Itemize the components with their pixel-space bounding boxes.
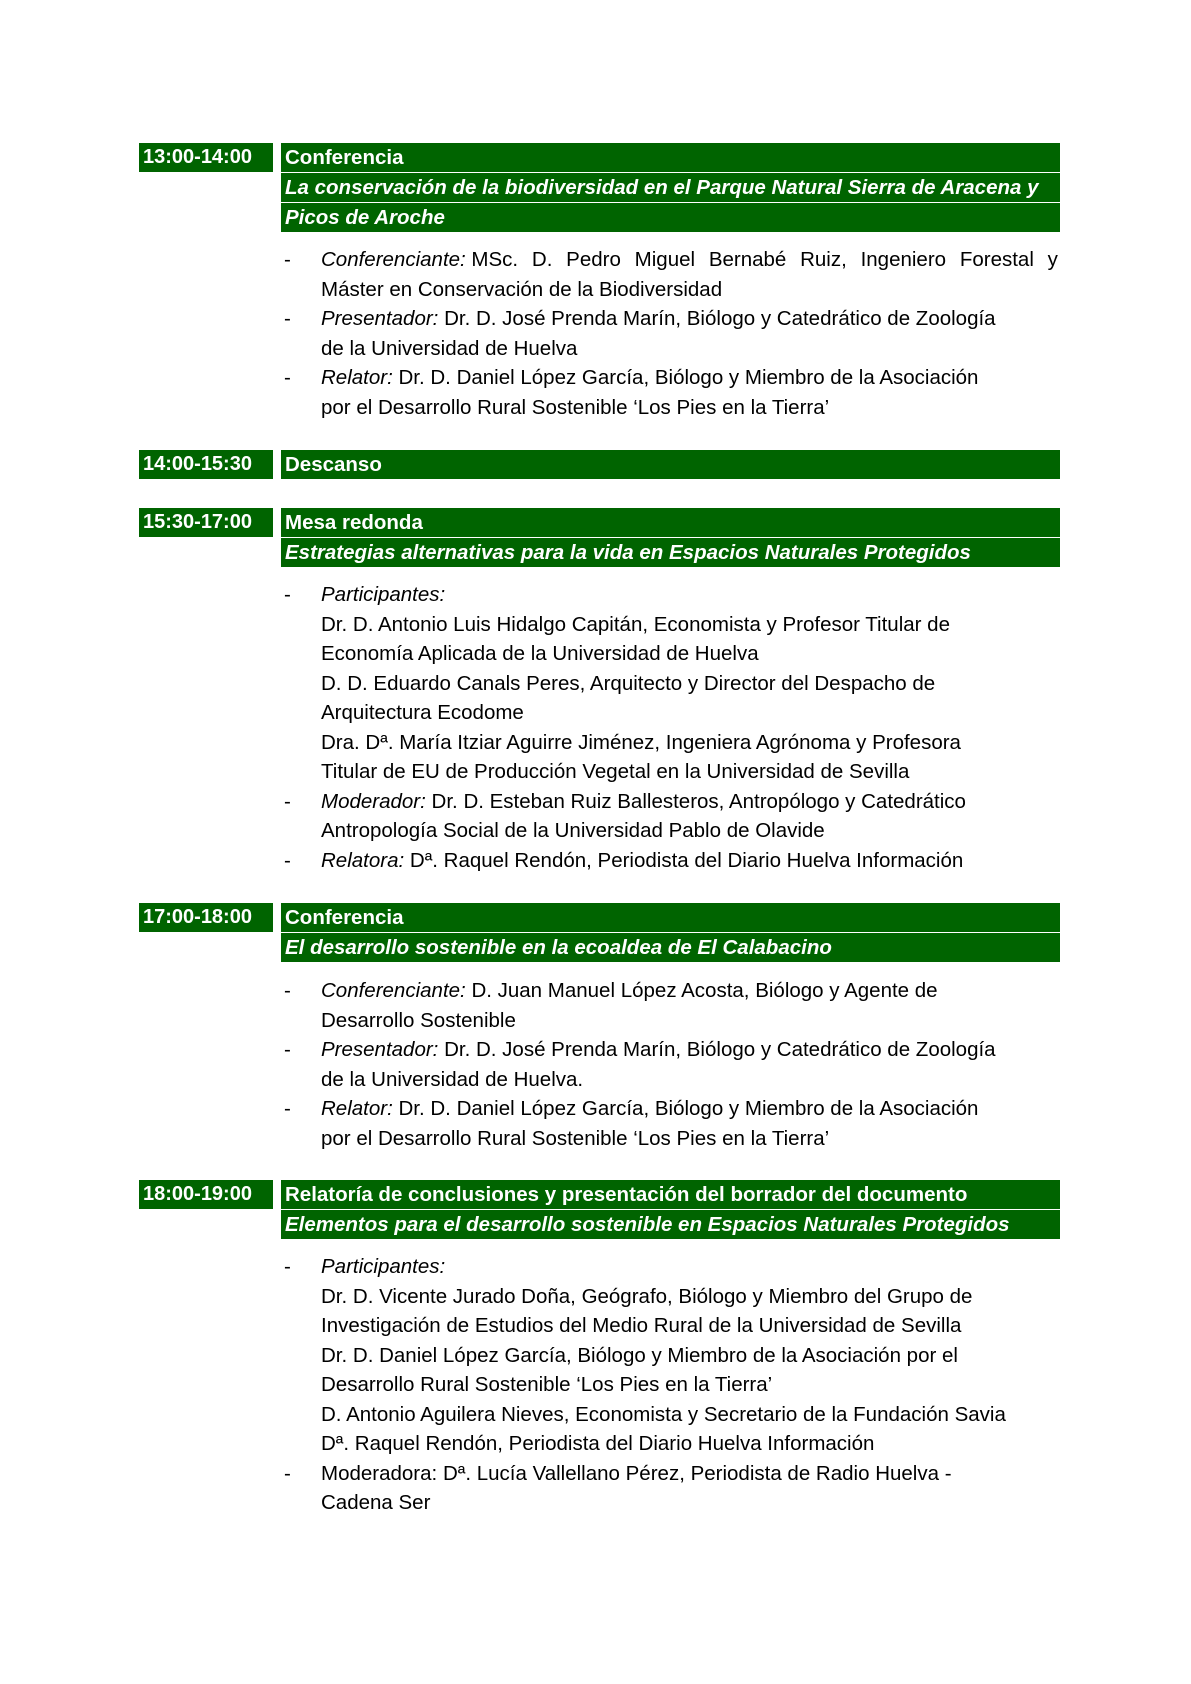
list-item: [284, 1252, 1058, 1459]
item-line: Dª. Raquel Rendón, Periodista del Diario Huelva Información: [321, 1432, 875, 1455]
item-role: Relator:: [321, 366, 393, 389]
session-time: 15:30-17:00: [139, 508, 273, 537]
item-line: Dr. D. Vicente Jurado Doña, Geógrafo, Biólogo y Miembro del Grupo de: [321, 1284, 973, 1308]
list-item: [284, 580, 1058, 787]
session-header: [139, 1180, 1060, 1239]
list-item: [284, 787, 1058, 846]
item-line: Investigación de Estudios del Medio Rural de la Universidad de Sevilla: [321, 1314, 962, 1337]
item-role: Relator:: [321, 1097, 393, 1120]
item-line: Dª. Lucía Vallellano Pérez, Periodista de Radio Huelva -: [442, 1461, 952, 1485]
item-line: Dr. D. Daniel López García, Biólogo y Miembro de la Asociación: [398, 1097, 979, 1120]
list-bullet: -: [284, 1461, 291, 1485]
item-line: Titular de EU de Producción Vegetal en la Universidad de Sevilla: [321, 760, 910, 783]
item-line: Dr. D. Daniel López García, Biólogo y Miembro de la Asociación por el: [321, 1343, 958, 1367]
item-role: Relatora:: [321, 848, 405, 872]
session-time: 18:00-19:00: [139, 1180, 273, 1209]
list-item: [284, 846, 1058, 876]
item-role: Moderador:: [321, 789, 426, 813]
list-item: [284, 1094, 1058, 1153]
item-role: Presentador:: [321, 1038, 439, 1061]
session-items: [284, 580, 1058, 875]
item-line: Desarrollo Sostenible: [321, 1008, 516, 1032]
item-line: Dra. Dª. María Itziar Aguirre Jiménez, Ingeniera Agrónoma y Profesora: [321, 730, 961, 754]
item-role: Presentador:: [321, 307, 439, 330]
list-bullet: -: [284, 1097, 291, 1120]
session-subtitle: La conservación de la biodiversidad en el Parque Natural Sierra de Aracena y: [281, 173, 1060, 202]
item-line: Dr. D. José Prenda Marín, Biólogo y Catedrático de Zoología: [444, 1038, 996, 1061]
item-line: de la Universidad de Huelva.: [321, 1067, 584, 1091]
item-line: Dr. D. Esteban Ruiz Ballesteros, Antropólogo y Catedrático: [431, 789, 966, 813]
session-title: Conferencia: [281, 143, 1060, 172]
item-line: D. Juan Manuel López Acosta, Biólogo y Agente de: [471, 979, 938, 1002]
list-bullet: -: [284, 848, 291, 872]
item-role: Moderadora:: [321, 1461, 438, 1485]
item-line: por el Desarrollo Rural Sostenible ‘Los Pies en la Tierra’: [321, 1126, 830, 1150]
list-bullet: -: [284, 1038, 291, 1061]
session-items: [284, 1252, 1058, 1518]
list-item: [284, 363, 1058, 422]
session-header: [139, 143, 1060, 232]
session-header: [139, 508, 1060, 567]
list-item: [284, 304, 1058, 363]
item-line: Dr. D. Antonio Luis Hidalgo Capitán, Economista y Profesor Titular de: [321, 612, 950, 636]
item-line: Cadena Ser: [321, 1491, 431, 1514]
item-role: Conferenciante:: [321, 979, 466, 1002]
item-line: por el Desarrollo Rural Sostenible ‘Los Pies en la Tierra’: [321, 395, 830, 419]
item-line: Dª. Raquel Rendón, Periodista del Diario Huelva Información: [409, 848, 964, 872]
session-subtitle: El desarrollo sostenible en la ecoaldea de El Calabacino: [281, 933, 1060, 962]
session-header: [139, 450, 1060, 479]
list-item: - Conferenciante: MSc. D. Pedro Miguel Bernabé Ruiz, Ingeniero Forestal y Máster en Conservación de la Biodiversidad: [284, 245, 1058, 304]
item-line: Dr. D. Daniel López García, Biólogo y Miembro de la Asociación: [398, 366, 979, 389]
list-item: [284, 976, 1058, 1035]
list-bullet: -: [284, 583, 291, 606]
session-header: [139, 903, 1060, 962]
item-line: de la Universidad de Huelva: [321, 336, 578, 360]
item-line: Antropología Social de la Universidad Pablo de Olavide: [321, 819, 825, 842]
session-time: 13:00-14:00: [139, 143, 273, 172]
item-line: D. D. Eduardo Canals Peres, Arquitecto y Director del Despacho de: [321, 671, 936, 695]
session-title: Relatoría de conclusiones y presentación del borrador del documento: [281, 1180, 1060, 1209]
item-line: D. Antonio Aguilera Nieves, Economista y Secretario de la Fundación Savia: [321, 1402, 1006, 1426]
session-items: [284, 245, 1058, 422]
session-title: Mesa redonda: [281, 508, 1060, 537]
list-bullet: -: [284, 1255, 291, 1278]
list-bullet: -: [284, 789, 291, 813]
session-time: 17:00-18:00: [139, 903, 273, 932]
item-role: Participantes:: [321, 583, 446, 606]
item-line: Desarrollo Rural Sostenible ‘Los Pies en la Tierra’: [321, 1373, 773, 1396]
item-line: Dr. D. José Prenda Marín, Biólogo y Catedrático de Zoología: [444, 307, 996, 330]
session-subtitle: Estrategias alternativas para la vida en Espacios Naturales Protegidos: [281, 538, 1060, 567]
session-items: [284, 976, 1058, 1153]
item-role: Participantes:: [321, 1255, 446, 1278]
list-item: [284, 1459, 1058, 1518]
session-subtitle: Picos de Aroche: [281, 203, 1060, 232]
session-title: Conferencia: [281, 903, 1060, 932]
session-time: 14:00-15:30: [139, 450, 273, 479]
list-item: [284, 1035, 1058, 1094]
item-line: Economía Aplicada de la Universidad de Huelva: [321, 642, 759, 665]
list-bullet: -: [284, 979, 291, 1002]
session-subtitle: Elementos para el desarrollo sostenible en Espacios Naturales Protegidos: [281, 1210, 1060, 1239]
item-line: Máster en Conservación de la Biodiversidad: [321, 277, 723, 301]
session-title: Descanso: [281, 450, 1060, 479]
list-bullet: -: [284, 248, 291, 271]
list-bullet: -: [284, 366, 291, 389]
item-line: Arquitectura Ecodome: [321, 701, 524, 724]
list-bullet: -: [284, 307, 291, 330]
item-role: Conferenciante:: [321, 248, 466, 271]
